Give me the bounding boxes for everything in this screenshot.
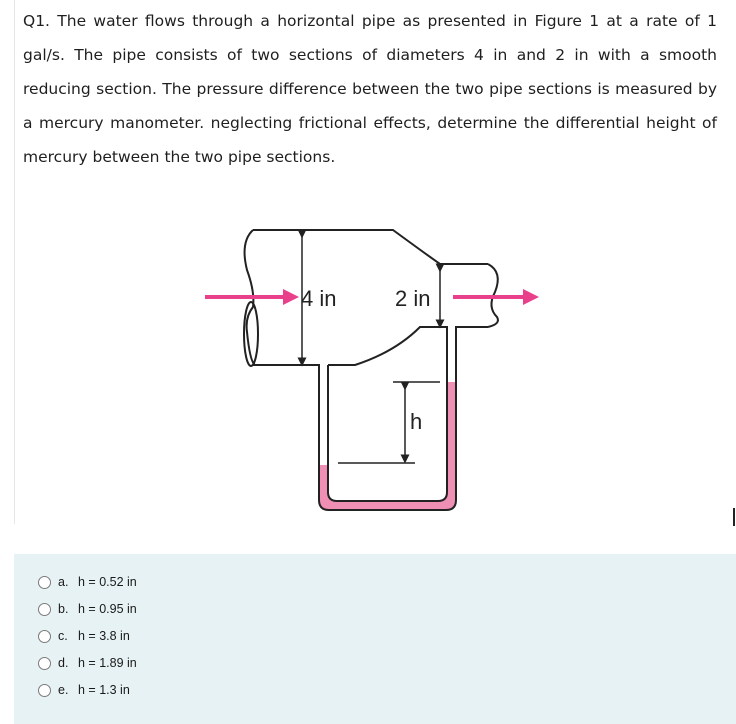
radio-button[interactable]	[38, 603, 51, 616]
mercury-fill	[319, 382, 456, 510]
option-e[interactable]	[38, 680, 130, 700]
option-text: h = 3.8 in	[78, 629, 130, 643]
pipe-manometer-figure	[185, 222, 555, 522]
option-c[interactable]	[38, 626, 130, 646]
option-text: h = 0.95 in	[78, 602, 137, 616]
option-a[interactable]	[38, 572, 137, 592]
option-letter: b.	[58, 602, 69, 616]
option-text: h = 1.89 in	[78, 656, 137, 670]
option-text: h = 1.3 in	[78, 683, 130, 697]
question-panel	[14, 0, 736, 524]
label-2in: 2 in	[395, 286, 431, 311]
label-h: h	[410, 409, 423, 434]
radio-button[interactable]	[38, 657, 51, 670]
text-cursor	[733, 508, 735, 526]
option-text: h = 0.52 in	[78, 575, 137, 589]
answer-options-panel	[14, 554, 736, 724]
question-text: Q1. The water flows through a horizontal pipe as presented in Figure 1 at a rate of 1 gal/s. The pipe consists of two sections of diameters 4 in and 2 in with a smooth reducing section. The pressure difference between the two pipe sections is measured by a mercury manometer. neglecting frictional effects, determine the differential height of mercury between the two pipe sections.	[23, 12, 717, 166]
radio-button[interactable]	[38, 576, 51, 589]
option-d[interactable]	[38, 653, 137, 673]
option-b[interactable]	[38, 599, 137, 619]
option-letter: a.	[58, 575, 69, 589]
option-letter: e.	[58, 683, 69, 697]
label-4in: 4 in	[301, 286, 337, 311]
option-letter: d.	[58, 656, 69, 670]
radio-button[interactable]	[38, 684, 51, 697]
radio-button[interactable]	[38, 630, 51, 643]
option-letter: c.	[58, 629, 68, 643]
